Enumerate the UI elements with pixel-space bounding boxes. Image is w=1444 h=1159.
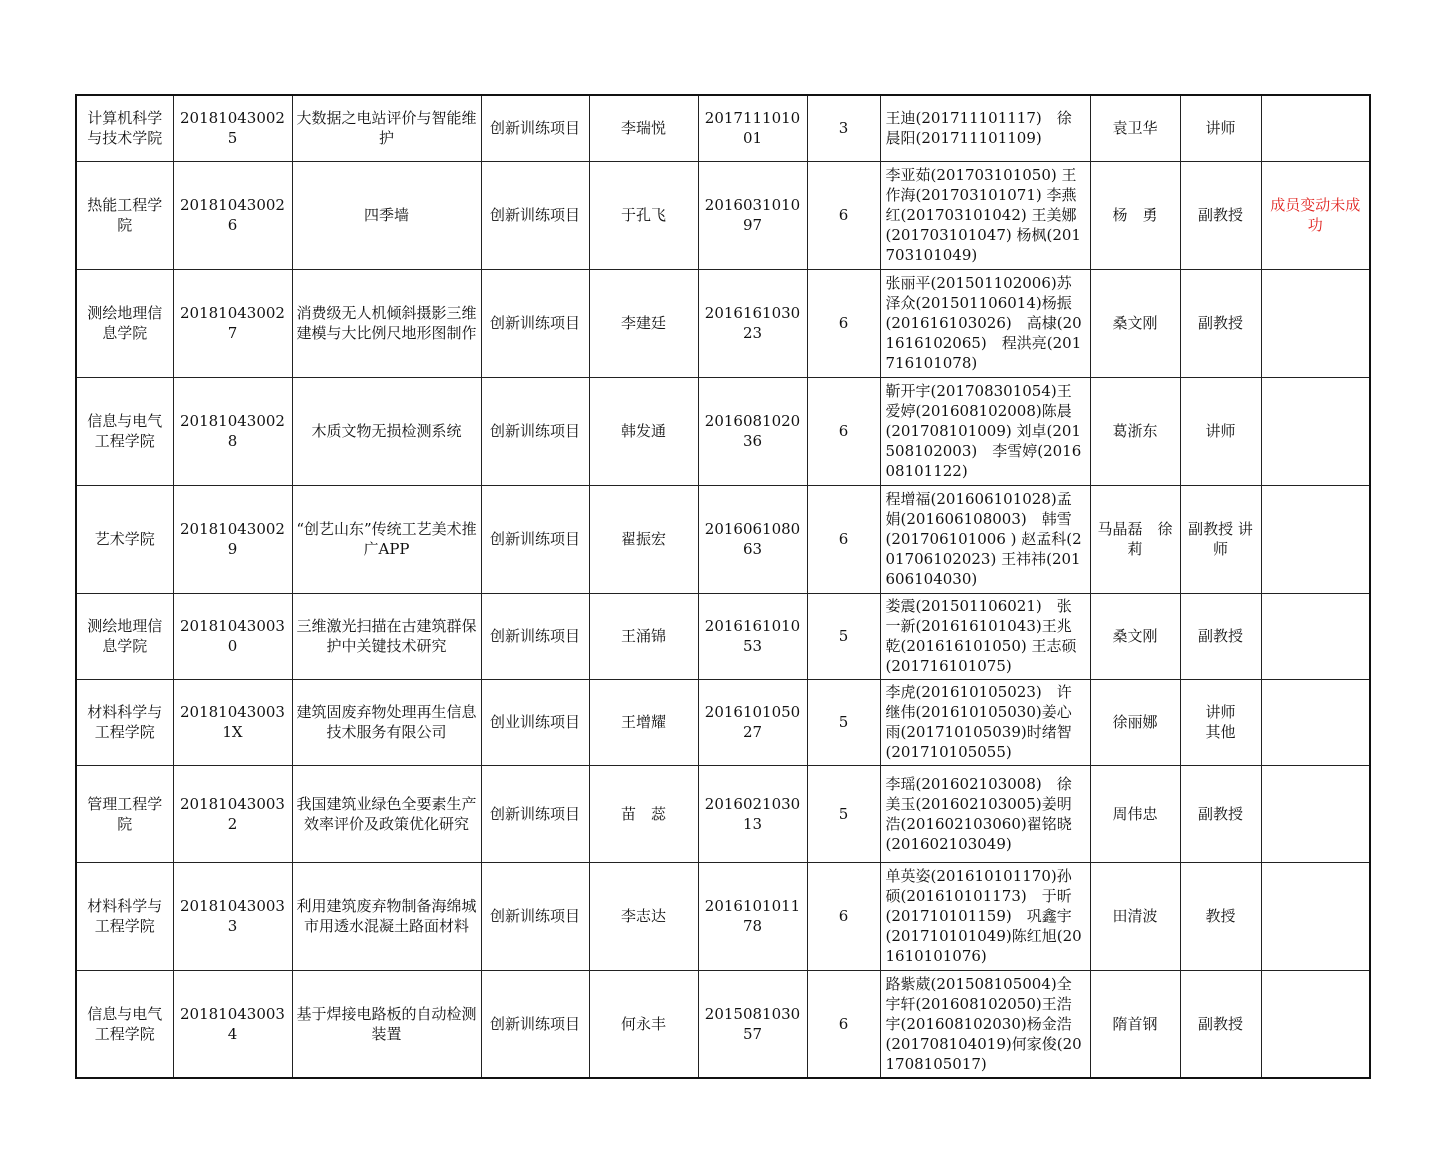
note-cell [1261,593,1370,679]
project-code-cell: 201810430025 [173,95,292,161]
college-cell: 测绘地理信息学院 [76,269,173,377]
members-cell: 王迪(201711101117) 徐晨阳(201711101109) [880,95,1090,161]
project-code-cell: 201810430026 [173,161,292,269]
project-title-cell: 四季墙 [292,161,481,269]
college-cell: 材料科学与工程学院 [76,679,173,765]
note-cell [1261,765,1370,862]
member-count-cell: 6 [807,377,880,485]
member-count-cell: 5 [807,679,880,765]
leader-id-cell: 201508103057 [698,970,807,1078]
advisor-cell: 徐丽娜 [1090,679,1180,765]
project-type-cell: 创新训练项目 [481,377,589,485]
project-type-cell: 创新训练项目 [481,970,589,1078]
advisor-title-cell: 副教授 讲师 [1180,485,1261,593]
note-cell [1261,970,1370,1078]
project-code-cell: 201810430034 [173,970,292,1078]
table-row [76,269,1370,377]
leader-name-cell: 王增耀 [589,679,698,765]
project-title-cell: 基于焊接电路板的自动检测装置 [292,970,481,1078]
advisor-cell: 桑文刚 [1090,593,1180,679]
advisor-cell: 葛浙东 [1090,377,1180,485]
leader-name-cell: 何永丰 [589,970,698,1078]
members-cell: 李亚茹(201703101050) 王作海(201703101071) 李燕红(201703101042) 王美娜(201703101047) 杨枫(201703101049) [880,161,1090,269]
member-count-cell: 5 [807,593,880,679]
project-type-cell: 创新训练项目 [481,161,589,269]
advisor-title-cell: 讲师 [1180,95,1261,161]
college-cell: 艺术学院 [76,485,173,593]
leader-id-cell: 201602103013 [698,765,807,862]
college-cell: 材料科学与工程学院 [76,862,173,970]
project-code-cell: 201810430032 [173,765,292,862]
leader-id-cell: 201606108063 [698,485,807,593]
leader-name-cell: 王涌锦 [589,593,698,679]
project-code-cell: 201810430031X [173,679,292,765]
members-cell: 张丽平(201501102006)苏泽众(201501106014)杨振(201616103026) 高棣(201616102065) 程洪亮(201716101078) [880,269,1090,377]
member-count-cell: 6 [807,161,880,269]
project-title-cell: 大数据之电站评价与智能维护 [292,95,481,161]
college-cell: 测绘地理信息学院 [76,593,173,679]
table-row [76,765,1370,862]
leader-id-cell: 201616101053 [698,593,807,679]
advisor-cell: 周伟忠 [1090,765,1180,862]
members-cell: 程增福(201606101028)孟娟(201606108003) 韩雪(201706101006 ) 赵孟科(201706102023) 王祎祎(201606104030) [880,485,1090,593]
project-type-cell: 创新训练项目 [481,269,589,377]
advisor-cell: 田清波 [1090,862,1180,970]
members-cell: 娄震(201501106021) 张一新(201616101043)王兆乾(201616101050) 王志硕(201716101075) [880,593,1090,679]
members-cell: 单英姿(201610101170)孙硕(201610101173) 于昕(201710101159) 巩鑫宇(201710101049)陈红旭(201610101076) [880,862,1090,970]
advisor-title-cell: 讲师 [1180,377,1261,485]
advisor-cell: 桑文刚 [1090,269,1180,377]
project-type-cell: 创新训练项目 [481,593,589,679]
leader-name-cell: 李志达 [589,862,698,970]
member-count-cell: 6 [807,862,880,970]
note-cell [1261,862,1370,970]
project-table [75,94,1371,1079]
advisor-title-cell: 副教授 [1180,970,1261,1078]
note-cell [1261,95,1370,161]
advisor-title-cell: 讲师 其他 [1180,679,1261,765]
table-row [76,377,1370,485]
college-cell: 管理工程学院 [76,765,173,862]
project-title-cell: 消费级无人机倾斜摄影三维建模与大比例尺地形图制作 [292,269,481,377]
project-code-cell: 201810430029 [173,485,292,593]
table-row [76,95,1370,161]
note-cell [1261,679,1370,765]
college-cell: 热能工程学院 [76,161,173,269]
table-row [76,593,1370,679]
leader-name-cell: 韩发通 [589,377,698,485]
member-count-cell: 6 [807,485,880,593]
project-code-cell: 201810430030 [173,593,292,679]
table-row [76,862,1370,970]
project-title-cell: 木质文物无损检测系统 [292,377,481,485]
leader-name-cell: 翟振宏 [589,485,698,593]
project-title-cell: 我国建筑业绿色全要素生产效率评价及政策优化研究 [292,765,481,862]
table-row [76,970,1370,1078]
member-count-cell: 6 [807,269,880,377]
member-count-cell: 6 [807,970,880,1078]
project-type-cell: 创新训练项目 [481,95,589,161]
leader-id-cell: 201616103023 [698,269,807,377]
advisor-title-cell: 副教授 [1180,765,1261,862]
leader-id-cell: 201603101097 [698,161,807,269]
advisor-title-cell: 教授 [1180,862,1261,970]
project-title-cell: “创艺山东”传统工艺美术推广APP [292,485,481,593]
note-cell [1261,485,1370,593]
advisor-cell: 马晶磊 徐莉 [1090,485,1180,593]
members-cell: 路紫葳(201508105004)全宇轩(201608102050)王浩宇(201608102030)杨金浩(201708104019)何家俊(201708105017) [880,970,1090,1078]
project-title-cell: 建筑固废弃物处理再生信息技术服务有限公司 [292,679,481,765]
members-cell: 靳开宇(201708301054)王爱婷(201608102008)陈晨(201708101009) 刘卓(201508102003) 李雪婷(201608101122) [880,377,1090,485]
leader-id-cell: 201610101178 [698,862,807,970]
leader-name-cell: 李瑞悦 [589,95,698,161]
project-type-cell: 创新训练项目 [481,485,589,593]
project-code-cell: 201810430033 [173,862,292,970]
leader-name-cell: 李建廷 [589,269,698,377]
note-cell [1261,377,1370,485]
project-type-cell: 创新训练项目 [481,765,589,862]
table-row [76,679,1370,765]
table-body [76,95,1370,1078]
table-row [76,485,1370,593]
project-code-cell: 201810430027 [173,269,292,377]
leader-id-cell: 201610105027 [698,679,807,765]
advisor-title-cell: 副教授 [1180,161,1261,269]
college-cell: 计算机科学与技术学院 [76,95,173,161]
advisor-title-cell: 副教授 [1180,269,1261,377]
member-count-cell: 5 [807,765,880,862]
project-code-cell: 201810430028 [173,377,292,485]
leader-id-cell: 201711101001 [698,95,807,161]
leader-id-cell: 201608102036 [698,377,807,485]
project-title-cell: 利用建筑废弃物制备海绵城市用透水混凝土路面材料 [292,862,481,970]
table-row [76,161,1370,269]
leader-name-cell: 苗 蕊 [589,765,698,862]
advisor-cell: 袁卫华 [1090,95,1180,161]
project-type-cell: 创新训练项目 [481,862,589,970]
college-cell: 信息与电气工程学院 [76,970,173,1078]
members-cell: 李瑶(201602103008) 徐美玉(201602103005)姜明浩(201602103060)翟铭晓(201602103049) [880,765,1090,862]
college-cell: 信息与电气工程学院 [76,377,173,485]
note-cell [1261,269,1370,377]
note-cell: 成员变动未成功 [1261,161,1370,269]
advisor-cell: 隋首钢 [1090,970,1180,1078]
leader-name-cell: 于孔飞 [589,161,698,269]
advisor-title-cell: 副教授 [1180,593,1261,679]
advisor-cell: 杨 勇 [1090,161,1180,269]
project-title-cell: 三维激光扫描在古建筑群保护中关键技术研究 [292,593,481,679]
members-cell: 李虎(201610105023) 许继伟(201610105030)姜心雨(201710105039)时绪智(201710105055) [880,679,1090,765]
project-type-cell: 创业训练项目 [481,679,589,765]
member-count-cell: 3 [807,95,880,161]
